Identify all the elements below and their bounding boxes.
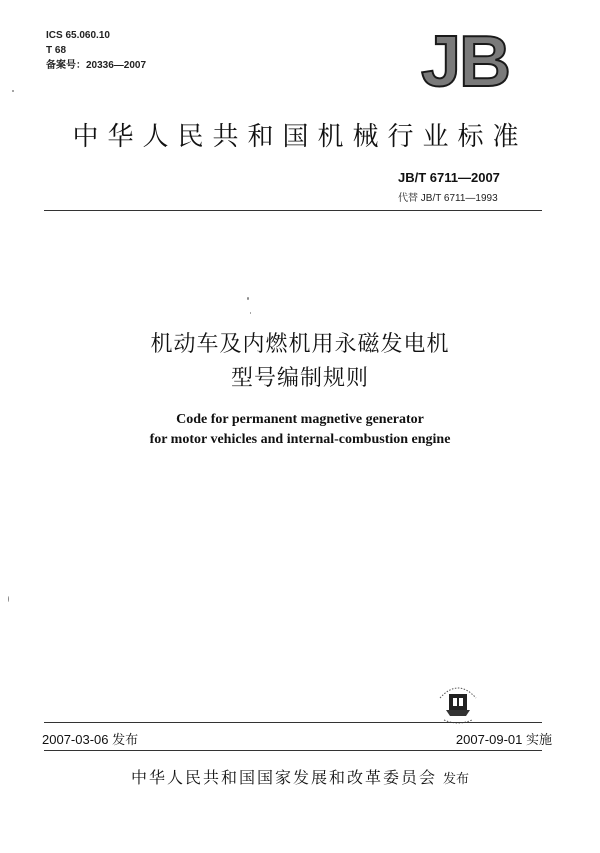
ics-code: ICS 65.060.10	[46, 30, 110, 41]
replaces-standard: 代替 JB/T 6711—1993	[398, 193, 498, 204]
footer-divider-bottom	[44, 750, 542, 751]
english-title-line-1: Code for permanent magnetive generator	[176, 412, 424, 427]
chinese-title-line-1: 机动车及内燃机用永磁发电机	[150, 332, 450, 357]
scan-speck	[8, 596, 9, 602]
standard-category-title: 中华人民共和国机械行业标准	[72, 122, 528, 152]
issuer-name: 中华人民共和国国家发展和改革委员会	[130, 768, 437, 787]
english-title-line-2: for motor vehicles and internal-combustion engine	[149, 432, 451, 447]
jb-logo: JB	[420, 22, 510, 102]
issue-date: 2007-03-06 发布	[42, 732, 139, 747]
scan-speck	[247, 297, 249, 300]
scan-speck	[12, 90, 14, 92]
implementation-date: 2007-09-01 实施	[455, 732, 552, 747]
category-code: T 68	[46, 45, 67, 56]
footer-divider	[44, 722, 542, 723]
issuer-suffix: 发布	[443, 772, 470, 787]
issuing-authority	[0, 765, 600, 788]
publisher-seal-logo	[432, 676, 484, 728]
standard-number: JB/T 6711—2007	[398, 170, 500, 185]
header-divider	[44, 210, 542, 211]
chinese-title-line-2: 型号编制规则	[230, 366, 369, 391]
filing-number: 备案号：20336—2007	[46, 60, 147, 71]
scan-speck	[250, 312, 251, 314]
